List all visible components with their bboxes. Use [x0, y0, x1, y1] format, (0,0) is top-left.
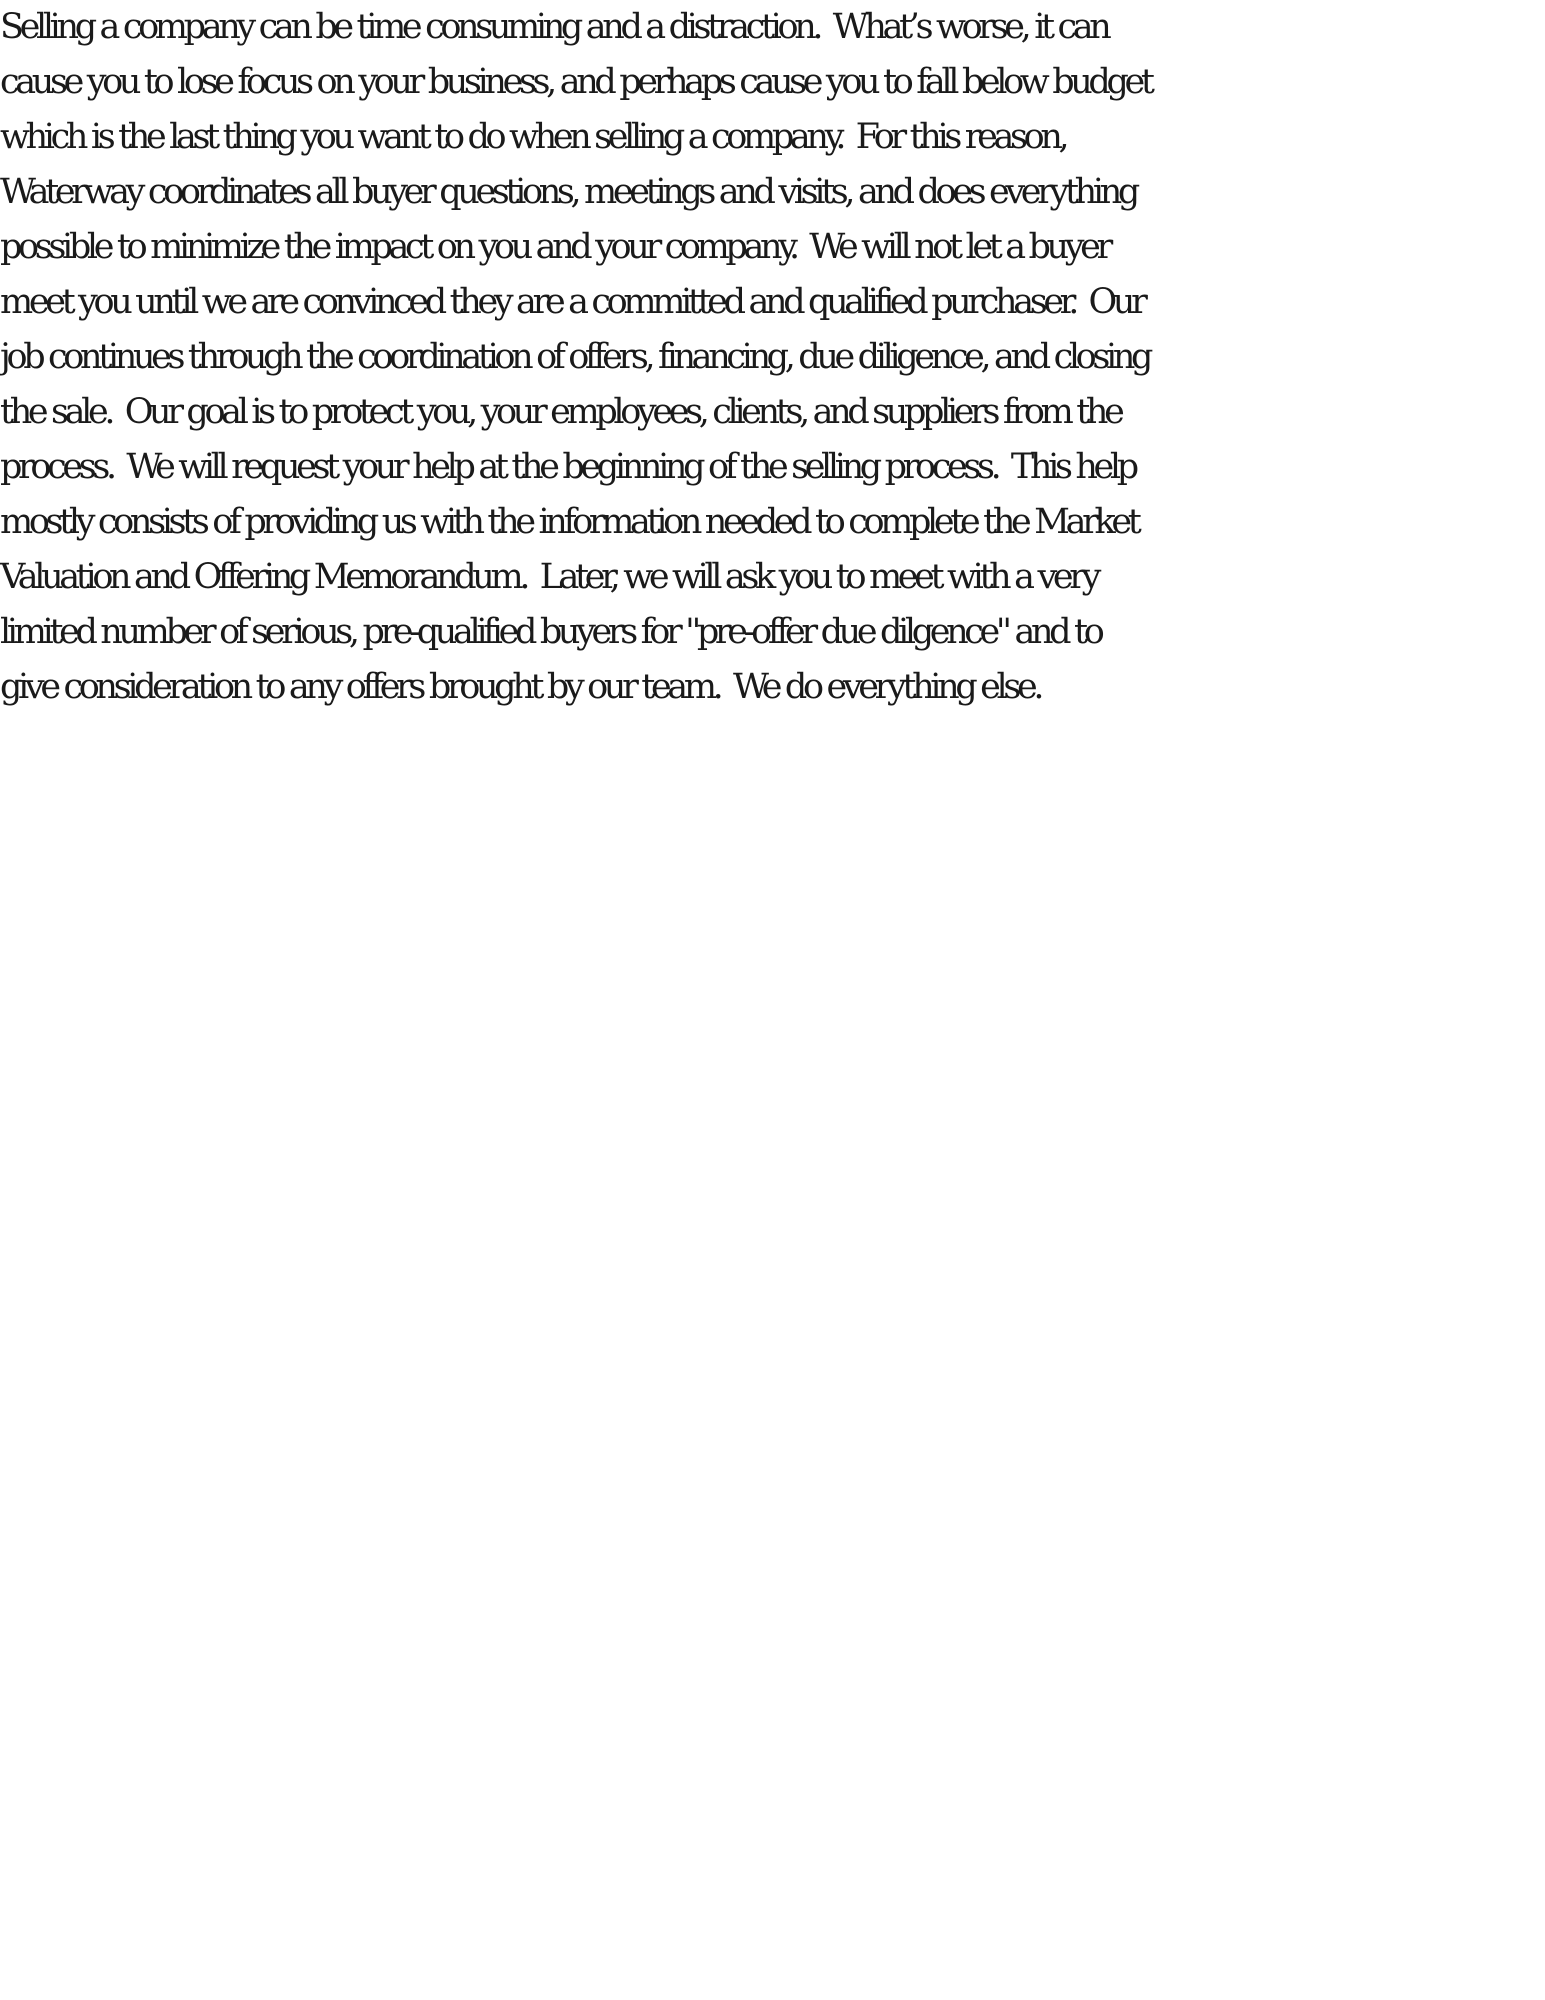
paragraph-line: Valuation and Offering Memorandum. Later, we will ask you to meet with a very: [0, 557, 1098, 597]
paragraph-line: mostly consists of providing us with the information needed to complete the Market: [0, 502, 1138, 542]
paragraph-line: limited number of serious, pre-qualified buyers for "pre-offer due dilgence" and to: [0, 612, 1101, 652]
paragraph-line: give consideration to any offers brought by our team. We do everything else.: [0, 667, 1041, 707]
paragraph-line: Selling a company can be time consuming and a distraction. What’s worse, it can: [0, 7, 1108, 47]
paragraph-line: Waterway coordinates all buyer questions, meetings and visits, and does everything: [0, 172, 1136, 212]
body-paragraph: [0, 0, 1545, 715]
paragraph-line: possible to minimize the impact on you and your company. We will not let a buyer: [0, 227, 1109, 267]
paragraph-line: meet you until we are convinced they are a committed and qualified purchaser. Our: [0, 282, 1144, 322]
paragraph-line: job continues through the coordination of offers, financing, due diligence, and closing: [0, 337, 1150, 377]
paragraph-line: which is the last thing you want to do when selling a company. For this reason,: [0, 117, 1066, 157]
paragraph-line: the sale. Our goal is to protect you, your employees, clients, and suppliers from the: [0, 392, 1121, 432]
paragraph-line: process. We will request your help at the beginning of the selling process. This help: [0, 447, 1135, 487]
paragraph-line: cause you to lose focus on your business, and perhaps cause you to fall below budget: [0, 62, 1151, 102]
